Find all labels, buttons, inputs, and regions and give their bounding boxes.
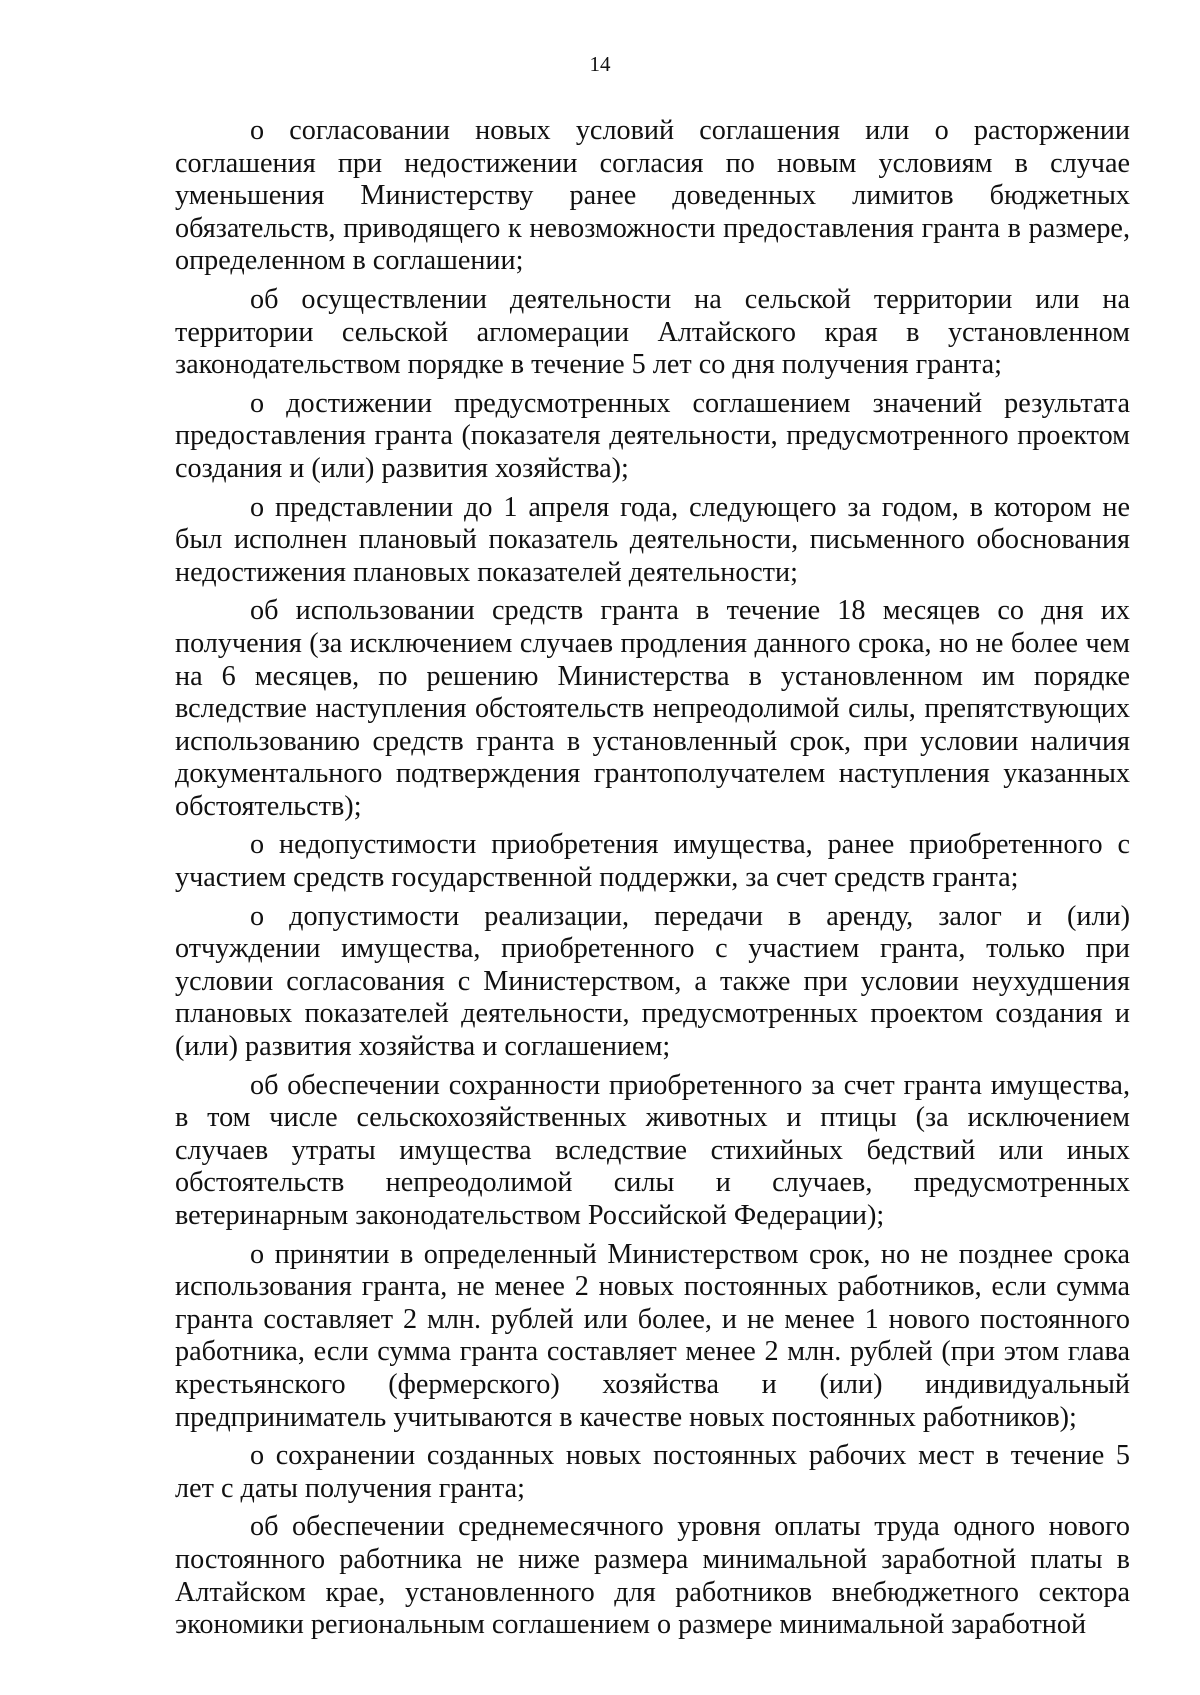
- paragraph-new-employees: о принятии в определенный Министерством срок, но не позднее срока использования гранта, не менее 2 новых постоянных работников, если сумма гранта составляет 2 млн. рублей или более, и не менее 1 нового постоянного работника, если сумма гранта составляет менее 2 млн. рублей (при этом глава крестьянского (фермерского) хозяйства и (или) индивидуальный предприниматель учитываются в качестве новых постоянных работников);: [175, 1238, 1130, 1433]
- paragraph-property-disposal: о допустимости реализации, передачи в аренду, залог и (или) отчуждении имущества, приобретенного с участием гранта, только при условии согласования с Министерством, а также при условии неухудшения плановых показателей деятельности, предусмотренных проектом создания и (или) развития хозяйства и соглашением;: [175, 900, 1130, 1063]
- paragraph-grant-usage-period: об использовании средств гранта в течение 18 месяцев со дня их получения (за исключением случаев продления данного срока, но не более чем на 6 месяцев, по решению Министерства в установленном им порядке вследствие наступления обстоятельств непреодолимой силы, препятствующих использованию средств гранта в установленный срок, при условии наличия документального подтверждения грантополучателем наступления указанных обстоятельств);: [175, 595, 1130, 822]
- paragraph-result-values: о достижении предусмотренных соглашением значений результата предоставления гранта (показателя деятельности, предусмотренного проектом создания и (или) развития хозяйства);: [175, 387, 1130, 484]
- document-body: [175, 115, 1130, 1648]
- paragraph-wage-level: об обеспечении среднемесячного уровня оплаты труда одного нового постоянного работника не ниже размера минимальной заработной платы в Алтайском крае, установленного для работников внебюджетного сектора экономики региональным соглашением о размере минимальной заработной: [175, 1511, 1130, 1641]
- paragraph-property-inadmissibility: о недопустимости приобретения имущества, ранее приобретенного с участием средств государственной поддержки, за счет средств гранта;: [175, 829, 1130, 894]
- paragraph-job-retention: о сохранении созданных новых постоянных рабочих мест в течение 5 лет с даты получения гранта;: [175, 1440, 1130, 1504]
- paragraph-rural-activity: об осуществлении деятельности на сельской территории или на территории сельской агломерации Алтайского края в установленном законодательством порядке в течение 5 лет со дня получения гранта;: [175, 283, 1130, 381]
- paragraph-property-safety: об обеспечении сохранности приобретенного за счет гранта имущества, в том числе сельскохозяйственных животных и птицы (за исключением случаев утраты имущества вследствие стихийных бедствий или иных обстоятельств непреодолимой силы и случаев, предусмотренных ветеринарным законодательством Российской Федерации);: [175, 1069, 1130, 1231]
- page-number: 14: [589, 52, 611, 76]
- paragraph-report-deadline: о представлении до 1 апреля года, следующего за годом, в котором не был исполнен плановый показатель деятельности, письменного обоснования недостижения плановых показателей деятельности;: [175, 491, 1130, 588]
- paragraph-agreement-terms: о согласовании новых условий соглашения или о расторжении соглашения при недостижении согласия по новым условиям в случае уменьшения Министерству ранее доведенных лимитов бюджетных обязательств, приводящего к невозможности предоставления гранта в размере, определенном в соглашении;: [175, 115, 1130, 277]
